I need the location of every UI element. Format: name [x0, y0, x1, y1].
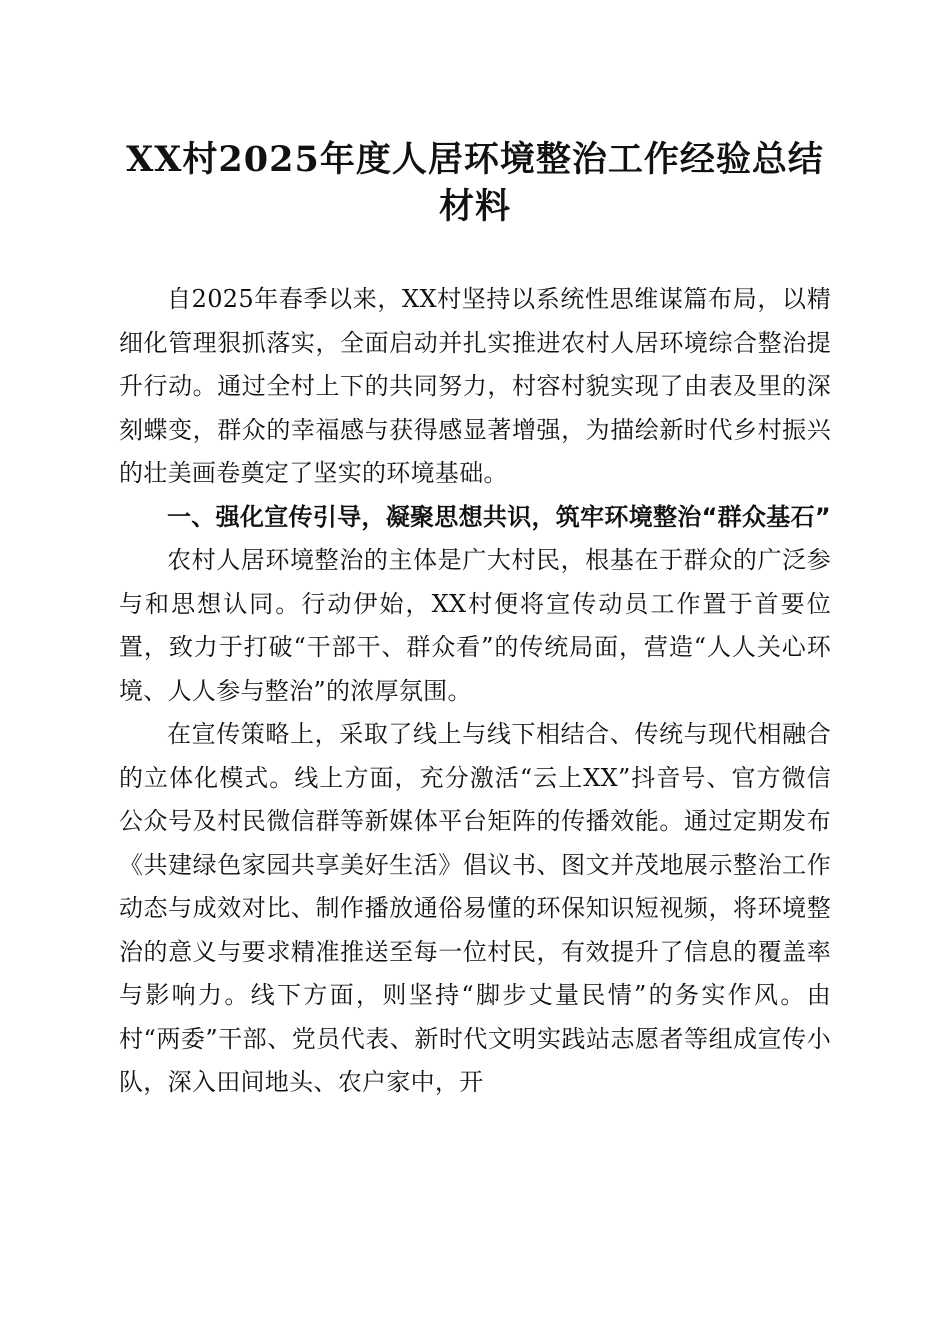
section-heading: 一、强化宣传引导，凝聚思想共识，筑牢环境整治“群众基石”: [167, 502, 831, 531]
document-body: [119, 278, 831, 1105]
body-paragraph: 农村人居环境整治的主体是广大村民，根基在于群众的广泛参与和思想认同。行动伊始，XX村便将宣传动员工作置于首要位置，致力于打破“干部干、群众看”的传统局面，营造“人人关心环境、人人参与整治”的浓厚氛围。: [119, 546, 831, 705]
document-title: XX村2025年度人居环境整治工作经验总结材料: [126, 139, 824, 227]
body-paragraph: 在宣传策略上，采取了线上与线下相结合、传统与现代相融合的立体化模式。线上方面，充分激活“云上XX”抖音号、官方微信公众号及村民微信群等新媒体平台矩阵的传播效能。通过定期发布《共建绿色家园共享美好生活》倡议书、图文并茂地展示整治工作动态与成效对比、制作播放通俗易懂的环保知识短视频，将环境整治的意义与要求精准推送至每一位村民，有效提升了信息的覆盖率与影响力。线下方面，则坚持“脚步丈量民情”的务实作风。由村“两委”干部、党员代表、新时代文明实践站志愿者等组成宣传小队，深入田间地头、农户家中，开: [119, 720, 831, 1096]
intro-paragraph: 自2025年春季以来，XX村坚持以系统性思维谋篇布局，以精细化管理狠抓落实，全面启动并扎实推进农村人居环境综合整治提升行动。通过全村上下的共同努力，村容村貌实现了由表及里的深刻蝶变，群众的幸福感与获得感显著增强，为描绘新时代乡村振兴的壮美画卷奠定了坚实的环境基础。: [119, 285, 831, 487]
